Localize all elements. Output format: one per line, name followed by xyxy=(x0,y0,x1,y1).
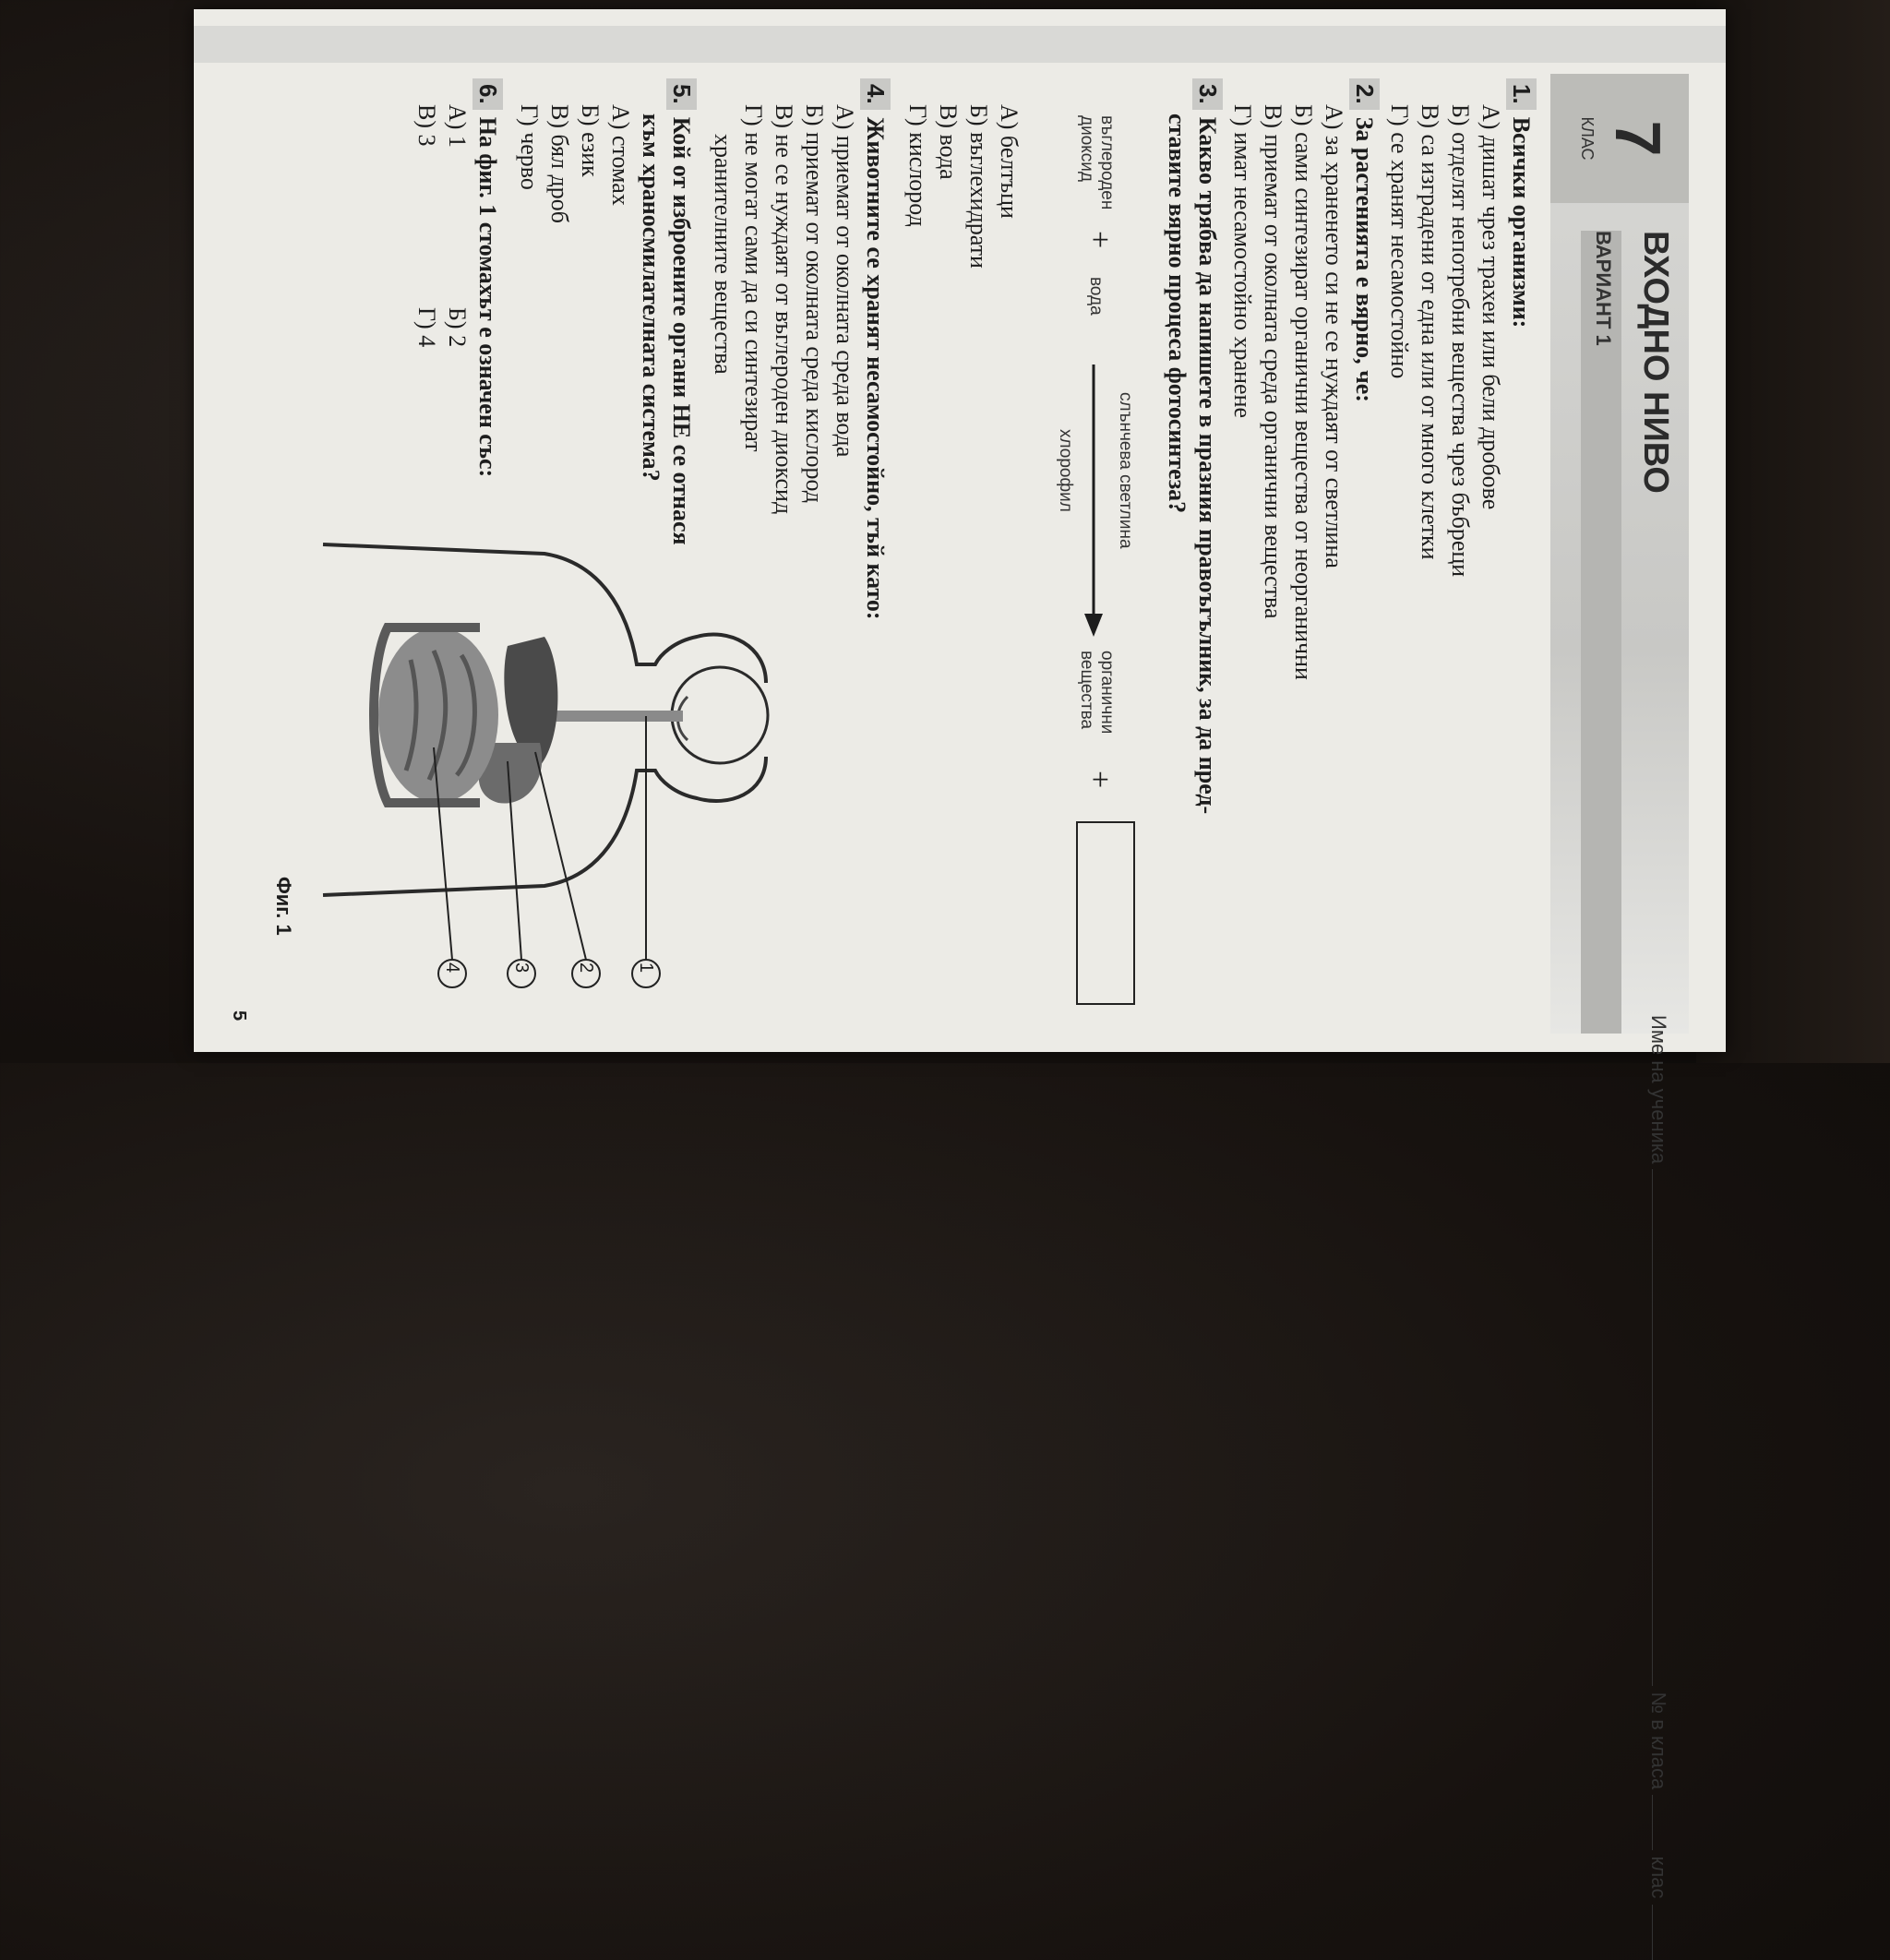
reaction-arrow xyxy=(1080,365,1107,641)
question-text: За растенията е вярно, че: xyxy=(1351,116,1378,402)
class-number-field[interactable] xyxy=(1652,1795,1669,1850)
option[interactable]: Б) 2 xyxy=(444,307,471,348)
page-margin-strip xyxy=(194,26,1726,63)
option[interactable]: А) за храненето си не се нуждаят от светлина xyxy=(1321,104,1347,568)
option[interactable]: Б) отделят непотребни вещества чрез бъбреци xyxy=(1447,104,1474,578)
variant-bar xyxy=(1581,231,1621,1034)
question-number: 4. xyxy=(860,78,891,110)
grade-badge xyxy=(1550,74,1689,203)
variant-label: ВАРИАНТ 1 xyxy=(1592,231,1615,346)
option[interactable]: Г) 4 xyxy=(413,307,440,348)
page-title: ВХОДНО НИВО xyxy=(1636,231,1675,494)
figure-label-3: 3 xyxy=(511,962,532,974)
reactant-water: вода xyxy=(1086,277,1106,316)
answer-box[interactable] xyxy=(1076,821,1135,1005)
option[interactable]: В) бял дроб xyxy=(546,104,573,223)
figure-label-4: 4 xyxy=(442,962,462,974)
option-cont: хранителните вещества xyxy=(710,134,736,375)
question-text-cont: ставите вярно процеса фотосинтеза? xyxy=(1164,114,1190,514)
reactant-co2-line1: въглероден xyxy=(1097,115,1117,210)
option[interactable]: Б) въглехидрати xyxy=(965,104,992,269)
question-text: Какво трябва да напишете в празния правоъгълник, за да пред- xyxy=(1194,116,1221,815)
figure-caption: Фиг. 1 xyxy=(272,877,295,936)
question-text: Животните се хранят несамостойно, тъй като: xyxy=(862,116,889,620)
product-line2: вещества xyxy=(1077,651,1096,730)
option[interactable]: Г) кислород xyxy=(904,104,931,227)
product-organic xyxy=(1076,651,1117,734)
option[interactable]: Б) приемат от околната среда кислород xyxy=(801,104,828,503)
question-number: 1. xyxy=(1506,78,1537,110)
plus-sign: + xyxy=(1083,771,1117,789)
grade-word: КЛАС xyxy=(1578,116,1597,161)
product-line1: органични xyxy=(1097,651,1117,735)
question-number: 2. xyxy=(1349,78,1380,110)
question-text: Всички организми: xyxy=(1508,116,1535,329)
figure-label-2: 2 xyxy=(576,962,596,974)
question-text-cont: към храносмилателната система? xyxy=(638,114,664,482)
student-info-line xyxy=(1646,1015,1670,1960)
question-number: 3. xyxy=(1192,78,1223,110)
arrow-condition-chlorophyll: хлорофил xyxy=(1056,429,1075,512)
student-name-field[interactable] xyxy=(1652,1169,1669,1686)
option[interactable]: А) дишат чрез трахеи или бели дробове xyxy=(1477,104,1504,510)
worksheet-page xyxy=(194,9,1726,1899)
option[interactable]: Г) имат несамостойно хранене xyxy=(1229,104,1256,419)
student-name-label: Име на ученика xyxy=(1647,1015,1670,1165)
question-1 xyxy=(1384,78,1537,577)
option[interactable]: Б) сами синтезират органични вещества от неорганични xyxy=(1290,104,1317,680)
option[interactable]: Г) черво xyxy=(516,104,543,190)
option[interactable]: В) приемат от околната среда органични вещества xyxy=(1260,104,1286,619)
option[interactable]: В) вода xyxy=(935,104,962,180)
figure-label-1: 1 xyxy=(636,962,656,974)
option[interactable]: А) 1 xyxy=(444,104,471,148)
class-field[interactable] xyxy=(1652,1905,1669,1960)
question-3 xyxy=(1162,78,1223,814)
question-text: Кой от изброените органи НЕ се отнася xyxy=(668,116,695,545)
class-number-label: № в класа xyxy=(1647,1691,1670,1790)
option[interactable]: В) 3 xyxy=(413,104,440,147)
class-label: клас xyxy=(1647,1856,1670,1899)
arrow-condition-light: слънчева светлина xyxy=(1116,392,1135,549)
option[interactable]: А) стомах xyxy=(607,104,634,206)
reactant-co2-line2: диоксид xyxy=(1077,115,1096,182)
question-3-options xyxy=(903,78,1024,269)
question-5 xyxy=(514,78,697,545)
question-number: 6. xyxy=(472,78,503,110)
option[interactable]: В) не се нуждаят от въглероден диоксид xyxy=(771,104,797,515)
digestive-system-figure xyxy=(305,526,784,1006)
question-2 xyxy=(1227,78,1380,680)
option[interactable]: В) са изградени от една или от много клетки xyxy=(1417,104,1443,560)
question-6 xyxy=(408,78,503,477)
photosynthesis-equation xyxy=(1034,78,1144,1001)
reactant-co2 xyxy=(1076,115,1117,209)
page-number: 5 xyxy=(229,1010,249,1022)
option[interactable]: Г) не могат сами да си синтезират xyxy=(740,104,767,452)
grade-number: 7 xyxy=(1602,120,1674,157)
option[interactable]: Б) език xyxy=(577,104,604,177)
plus-sign: + xyxy=(1083,231,1117,249)
question-text: На фиг. 1 стомахът е означен със: xyxy=(474,116,501,478)
option[interactable]: А) белтъци xyxy=(996,104,1023,219)
option[interactable]: Г) се хранят несамостойно xyxy=(1386,104,1413,379)
question-number: 5. xyxy=(666,78,697,110)
option[interactable]: А) приемат от околната среда вода xyxy=(831,104,858,458)
